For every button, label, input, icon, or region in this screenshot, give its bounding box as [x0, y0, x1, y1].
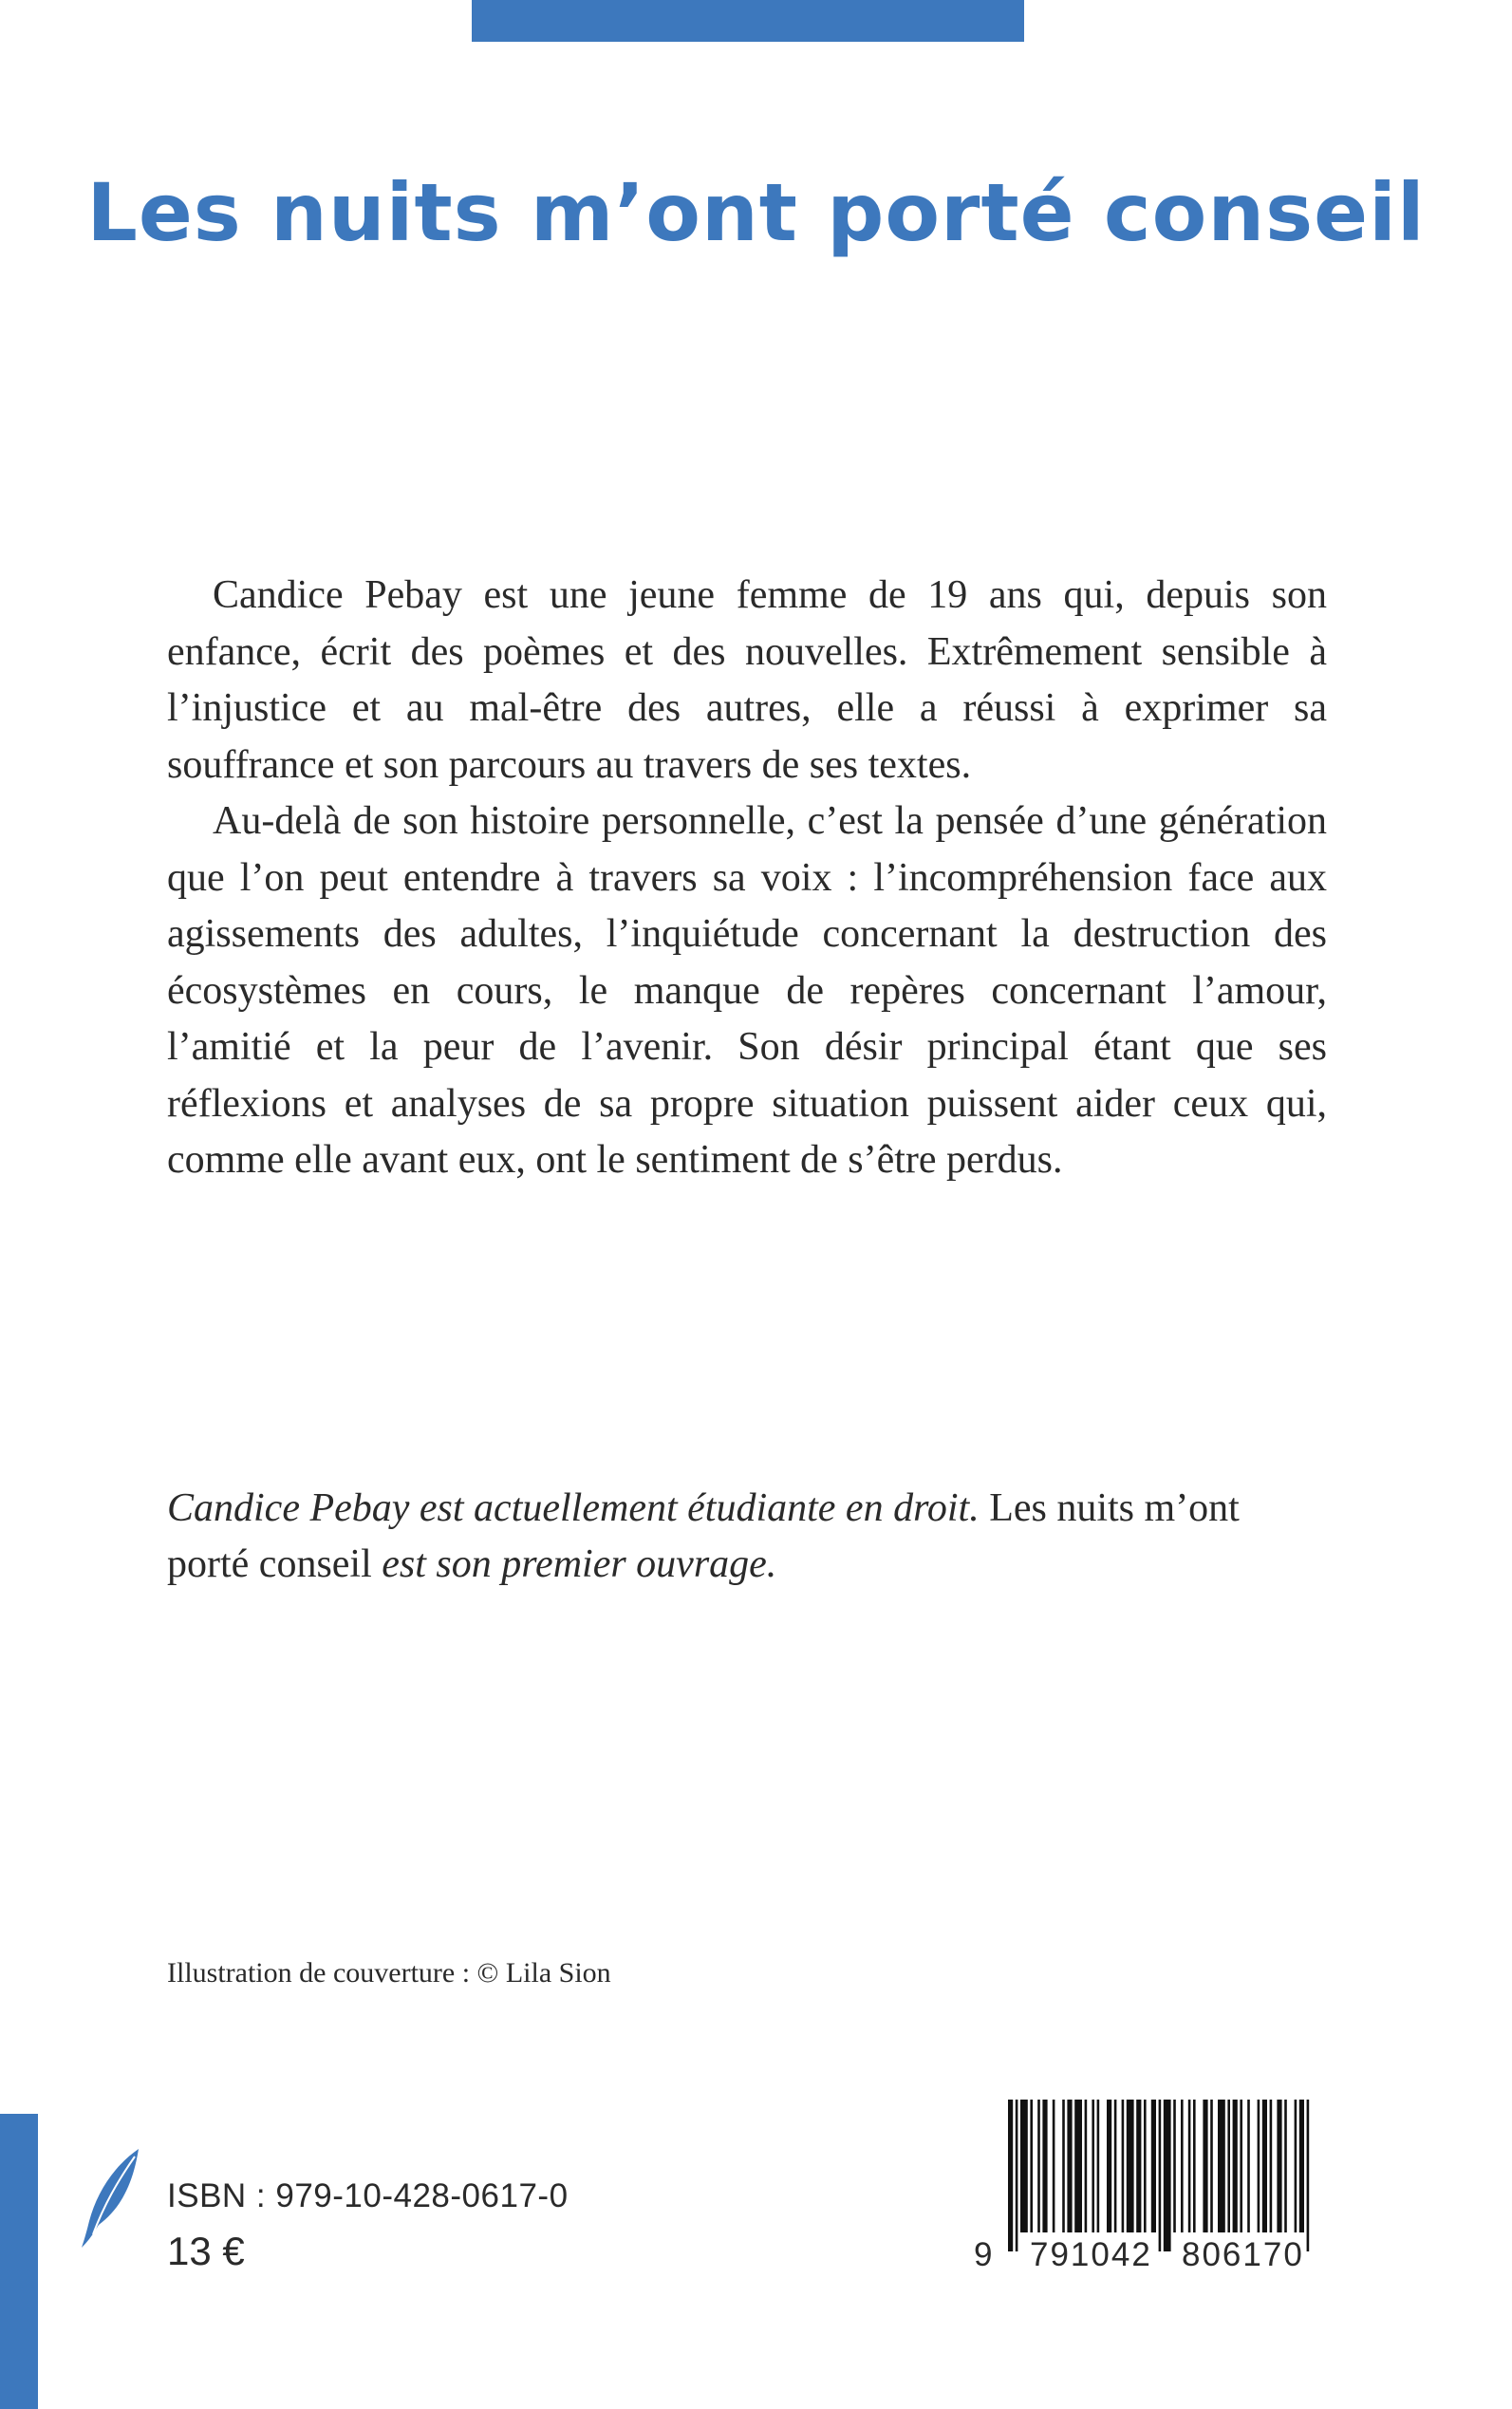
barcode-bar [1299, 2100, 1304, 2232]
barcode-bar [1218, 2100, 1225, 2232]
barcode-bar [1062, 2100, 1065, 2232]
book-title: Les nuits m’ont porté conseil [86, 166, 1426, 259]
price-label: 13 € [167, 2229, 245, 2273]
barcode-bar [1042, 2100, 1047, 2232]
barcode-bar [1295, 2100, 1297, 2232]
back-cover-summary [167, 568, 1327, 1189]
barcode-bar [1144, 2100, 1147, 2232]
barcode-bar [1188, 2100, 1191, 2232]
barcode-bar [1193, 2100, 1196, 2232]
barcode-bar [1247, 2100, 1250, 2232]
illustration-credit: Illustration de couverture : © Lila Sion [167, 1957, 611, 1989]
barcode-bar [1016, 2100, 1018, 2251]
bio-title-ref: Les nuits m’ont porté conseil [167, 1486, 1240, 1586]
barcode-bar [1227, 2100, 1230, 2232]
barcode-bar [1122, 2100, 1125, 2232]
summary-paragraph-2: Au-delà de son histoire personnelle, c’est la pensée d’une génération que l’on peut entendre à travers sa voix : l’incompréhension face aux agissements des adultes, l’inquiétude concernant la destruction des écosystèmes en cours, le manque de repères concernant l’amour, l’amitié et la peur de l’avenir. Son désir principal étant que ses réflexions et analyses de sa propre situation puissent aider ceux qui, comme elle avant eux, ont le sentiment de s’être perdus. [167, 799, 1327, 1182]
summary-paragraph-1: Candice Pebay est une jeune femme de 19 ans qui, depuis son enfance, écrit des poèmes et des nouvelles. Extrêmement sensible à l’injustice et au mal-être des autres, elle a réussi à exprimer sa souffrance et son parcours au travers de ses textes. [167, 573, 1327, 787]
feather-icon [76, 2147, 144, 2251]
barcode-bar [1107, 2100, 1111, 2232]
barcode-bar [1092, 2100, 1094, 2232]
barcode-bar [1067, 2100, 1072, 2232]
barcode-bar [1284, 2100, 1287, 2232]
barcode-bar [1159, 2100, 1162, 2251]
barcode-bar [1037, 2100, 1040, 2232]
barcode-bar [1151, 2100, 1156, 2232]
barcode-bar [1181, 2100, 1184, 2232]
author-bio [167, 1481, 1327, 1593]
barcode-bar [1262, 2100, 1267, 2232]
barcode-bar [1240, 2100, 1242, 2232]
barcode-bar [1097, 2100, 1100, 2232]
bio-italic-2: est son premier ouvrage. [382, 1542, 777, 1586]
top-accent-bar [472, 0, 1024, 42]
barcode-bar [1030, 2100, 1033, 2232]
barcode-bar [1203, 2100, 1207, 2232]
barcode-bar [1164, 2100, 1171, 2251]
barcode-digits-left: 791042 [1030, 2236, 1152, 2273]
barcode-bar [1233, 2100, 1238, 2232]
barcode-bar [1008, 2100, 1013, 2251]
isbn-label: ISBN : 979-10-428-0617-0 [167, 2177, 569, 2214]
barcode-bar [1127, 2100, 1134, 2232]
bio-italic-1: Candice Pebay est actuellement étudiante en droit. [167, 1486, 980, 1530]
barcode-bar [1277, 2100, 1281, 2232]
barcode-bar [1020, 2100, 1028, 2232]
barcode-bar [1270, 2100, 1273, 2232]
barcode-digit-prefix: 9 [974, 2236, 993, 2273]
barcode-bar [1258, 2100, 1260, 2232]
barcode-bar [1173, 2100, 1176, 2232]
barcode-digits-right: 806170 [1182, 2236, 1304, 2273]
barcode-bar [1114, 2100, 1117, 2232]
left-accent-bar [0, 2114, 38, 2409]
barcode-bar [1136, 2100, 1141, 2232]
barcode-bar [1210, 2100, 1213, 2232]
barcode-bar [1307, 2100, 1310, 2251]
barcode-bar [1085, 2100, 1088, 2232]
barcode-bar [1053, 2100, 1055, 2232]
barcode-bar [1074, 2100, 1082, 2232]
